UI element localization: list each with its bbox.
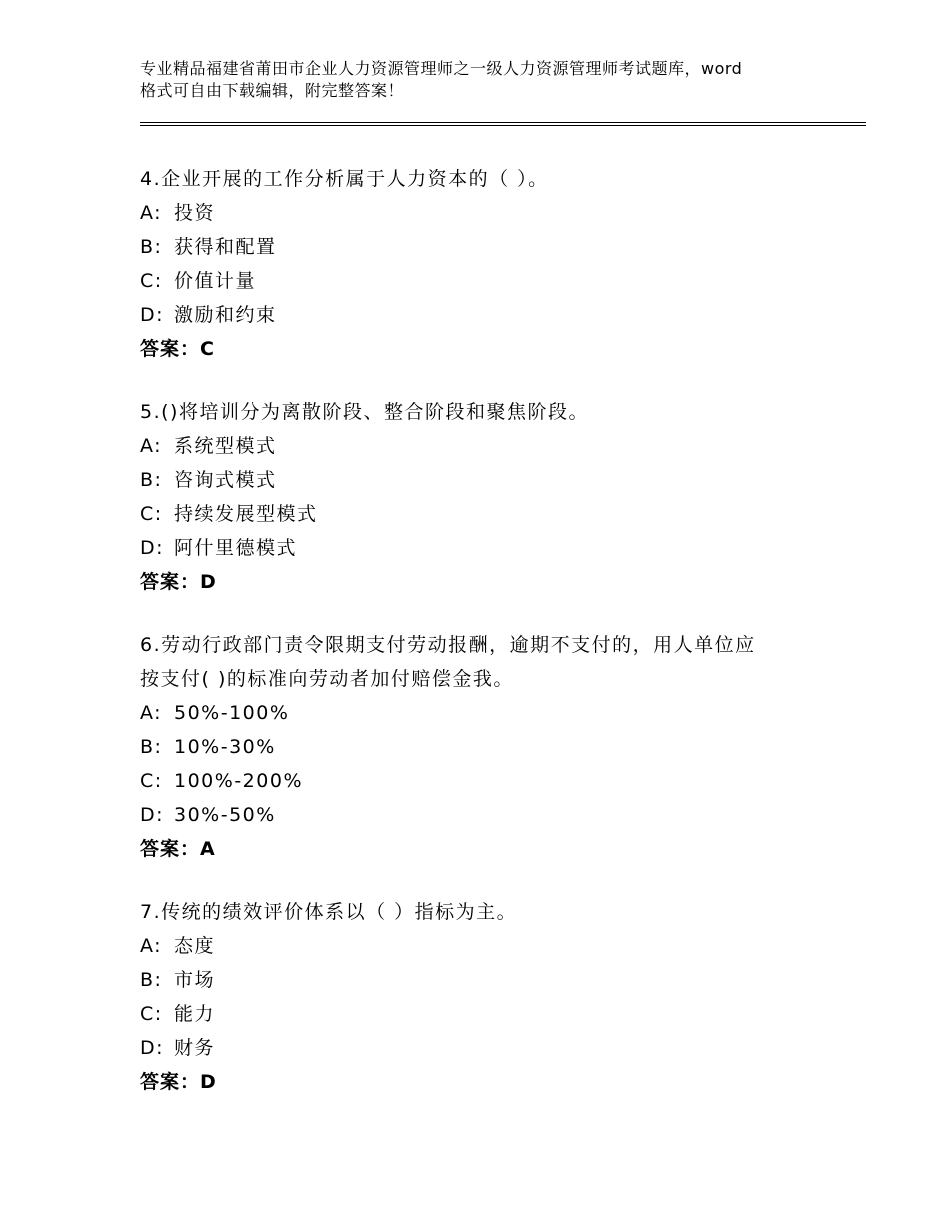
option-key: C: — [140, 770, 163, 792]
question-list — [140, 162, 830, 1128]
option-text: 获得和配置 — [174, 236, 277, 258]
option-d — [140, 298, 830, 332]
document-header — [140, 58, 830, 102]
option-text: 咨询式模式 — [174, 469, 277, 491]
option-text: 持续发展型模式 — [174, 503, 318, 525]
option-b — [140, 963, 830, 997]
option-d — [140, 531, 830, 565]
option-a — [140, 929, 830, 963]
answer: 答案：D — [140, 1071, 217, 1093]
option-text: 10%-30% — [174, 736, 276, 758]
option-c — [140, 764, 830, 798]
option-b — [140, 463, 830, 497]
question-5 — [140, 395, 830, 599]
answer: 答案：D — [140, 571, 217, 593]
option-text: 50%-100% — [174, 702, 290, 724]
option-key: D: — [140, 304, 165, 326]
question-7 — [140, 895, 830, 1099]
option-key: B: — [140, 969, 163, 991]
option-a — [140, 429, 830, 463]
header-divider-top — [140, 122, 866, 123]
option-text: 市场 — [174, 969, 216, 991]
header-line-2: 格式可自由下载编辑，附完整答案！ — [140, 81, 405, 100]
question-4 — [140, 162, 830, 366]
option-text: 能力 — [174, 1003, 216, 1025]
option-a — [140, 696, 830, 730]
question-text-line-1: 6.劳动行政部门责令限期支付劳动报酬，逾期不支付的，用人单位应 — [140, 634, 756, 656]
header-line-1: 专业精品福建省莆田市企业人力资源管理师之一级人力资源管理师考试题库，word — [140, 59, 743, 78]
option-key: A: — [140, 702, 163, 724]
option-text: 投资 — [174, 202, 216, 224]
option-key: D: — [140, 537, 165, 559]
option-text: 阿什里德模式 — [174, 537, 298, 559]
option-text: 100%-200% — [174, 770, 303, 792]
question-text-line-2: 按支付( )的标准向劳动者加付赔偿金我。 — [140, 668, 514, 690]
question-text: 4.企业开展的工作分析属于人力资本的（ ）。 — [140, 168, 549, 190]
option-text: 财务 — [174, 1037, 216, 1059]
option-c — [140, 497, 830, 531]
option-b — [140, 730, 830, 764]
option-key: D: — [140, 1037, 165, 1059]
option-key: A: — [140, 435, 163, 457]
option-a — [140, 196, 830, 230]
option-key: B: — [140, 236, 163, 258]
question-text: 7.传统的绩效评价体系以（ ）指标为主。 — [140, 901, 518, 923]
option-key: B: — [140, 469, 163, 491]
option-d — [140, 798, 830, 832]
option-d — [140, 1031, 830, 1065]
option-key: B: — [140, 736, 163, 758]
question-6 — [140, 628, 830, 866]
option-key: A: — [140, 202, 163, 224]
option-c — [140, 264, 830, 298]
option-c — [140, 997, 830, 1031]
option-b — [140, 230, 830, 264]
option-text: 系统型模式 — [174, 435, 277, 457]
answer: 答案：C — [140, 338, 215, 360]
option-key: A: — [140, 935, 163, 957]
option-key: C: — [140, 503, 163, 525]
option-key: C: — [140, 270, 163, 292]
option-key: C: — [140, 1003, 163, 1025]
option-text: 价值计量 — [174, 270, 257, 292]
answer: 答案：A — [140, 838, 216, 860]
question-text: 5.()将培训分为离散阶段、整合阶段和聚焦阶段。 — [140, 401, 589, 423]
header-divider-bottom — [140, 125, 866, 126]
option-key: D: — [140, 804, 165, 826]
option-text: 态度 — [174, 935, 216, 957]
option-text: 30%-50% — [174, 804, 276, 826]
option-text: 激励和约束 — [174, 304, 277, 326]
